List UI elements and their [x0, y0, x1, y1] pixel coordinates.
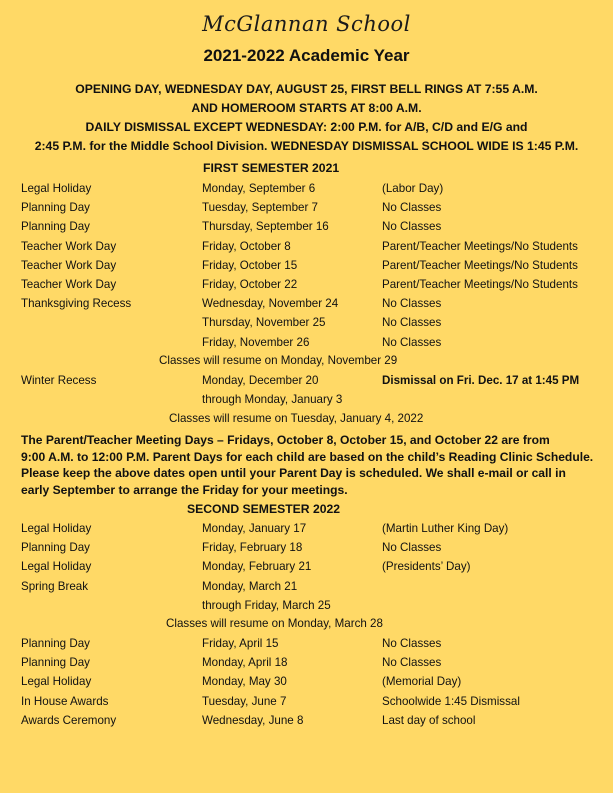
table-row	[0, 580, 613, 599]
resume-notice-march: Classes will resume on Monday, March 28	[166, 617, 383, 630]
academic-year-title: 2021-2022 Academic Year	[203, 46, 410, 65]
table-row	[0, 336, 613, 355]
date-cell: Monday, April 18	[202, 656, 288, 670]
intro-line: DAILY DISMISSAL EXCEPT WEDNESDAY: 2:00 P.M. for A/B, C/D and E/G and	[85, 120, 528, 134]
event-cell: Legal Holiday	[21, 522, 92, 535]
school-name: McGlannan School	[202, 12, 411, 36]
table-row	[0, 675, 613, 694]
note-cell: Parent/Teacher Meetings/No Students	[382, 258, 578, 272]
table-row	[0, 374, 613, 393]
date-cell: Monday, February 21	[202, 560, 312, 574]
note-cell: (Labor Day)	[382, 182, 444, 195]
note-cell: Dismissal on Fri. Dec. 17 at 1:45 PM	[382, 374, 580, 387]
note-cell: Parent/Teacher Meetings/No Students	[382, 239, 578, 253]
note-cell: No Classes	[382, 335, 442, 349]
date-cell: Tuesday, June 7	[202, 694, 287, 708]
event-cell: In House Awards	[21, 694, 109, 708]
table-row	[0, 560, 613, 579]
note-cell: No Classes	[382, 637, 442, 650]
date-cell: Friday, October 15	[202, 258, 298, 272]
event-cell: Teacher Work Day	[21, 278, 117, 291]
date-cell: through Monday, January 3	[202, 393, 343, 407]
resume-notice-november: Classes will resume on Monday, November 29	[159, 354, 398, 367]
note-cell: Parent/Teacher Meetings/No Students	[382, 278, 578, 291]
note-cell: No Classes	[382, 316, 442, 330]
table-row	[0, 656, 613, 675]
opening-day-info	[0, 80, 613, 156]
table-row	[0, 599, 613, 618]
event-cell: Thanksgiving Recess	[21, 297, 132, 311]
table-row	[0, 316, 613, 335]
intro-line: AND HOMEROOM STARTS AT 8:00 A.M.	[191, 101, 422, 115]
intro-line: 2:45 P.M. for the Middle School Division. WEDNESDAY DISMISSAL SCHOOL WIDE IS 1:45 P.M.	[34, 139, 579, 153]
parent-teacher-note	[21, 432, 613, 498]
table-row	[0, 182, 613, 201]
date-cell: Monday, December 20	[202, 374, 319, 387]
date-cell: Thursday, November 25	[202, 316, 326, 330]
date-cell: Tuesday, September 7	[202, 201, 318, 215]
note-line: early September to arrange the Friday for your meetings.	[21, 482, 348, 497]
event-cell: Planning Day	[21, 541, 90, 555]
event-cell: Legal Holiday	[21, 560, 92, 574]
note-cell: No Classes	[382, 220, 442, 234]
table-row	[0, 393, 613, 412]
table-row	[0, 220, 613, 239]
event-cell: Awards Ceremony	[21, 713, 117, 727]
event-cell: Planning Day	[21, 656, 90, 670]
note-cell: (Memorial Day)	[382, 675, 462, 689]
table-row	[0, 541, 613, 560]
note-cell: Schoolwide 1:45 Dismissal	[382, 694, 520, 708]
table-row	[0, 297, 613, 316]
event-cell: Planning Day	[21, 637, 90, 650]
date-cell: Wednesday, June 8	[202, 713, 304, 727]
note-line: Please keep the above dates open until your Parent Day is scheduled. We shall e-mail or call in	[21, 466, 566, 480]
date-cell: through Friday, March 25	[202, 598, 331, 612]
date-cell: Monday, September 6	[202, 182, 316, 195]
table-row	[0, 522, 613, 541]
table-row	[0, 240, 613, 259]
table-row	[0, 201, 613, 220]
note-cell: No Classes	[382, 297, 442, 311]
table-row	[0, 695, 613, 714]
intro-line: OPENING DAY, WEDNESDAY DAY, AUGUST 25, FIRST BELL RINGS AT 7:55 A.M.	[75, 82, 538, 96]
table-row	[0, 637, 613, 656]
event-cell: Planning Day	[21, 220, 90, 234]
note-cell: No Classes	[382, 541, 442, 555]
table-row	[0, 259, 613, 278]
note-line: 9:00 A.M. to 12:00 P.M. Parent Days for each child are based on the child’s Reading Clinic Schedule.	[21, 449, 594, 464]
date-cell: Monday, March 21	[202, 579, 298, 593]
date-cell: Wednesday, November 24	[202, 297, 339, 311]
table-row	[0, 714, 613, 733]
note-cell: No Classes	[382, 201, 442, 215]
table-row	[0, 278, 613, 297]
event-cell: Planning Day	[21, 201, 90, 215]
date-cell: Friday, November 26	[202, 335, 310, 349]
second-semester-title: SECOND SEMESTER 2022	[187, 502, 341, 516]
event-cell: Spring Break	[21, 579, 89, 593]
note-cell: No Classes	[382, 656, 442, 670]
date-cell: Friday, October 22	[202, 278, 298, 291]
first-semester-title: FIRST SEMESTER 2021	[203, 161, 340, 175]
resume-notice-january: Classes will resume on Tuesday, January 4, 2022	[169, 412, 424, 425]
date-cell: Monday, May 30	[202, 675, 287, 689]
note-cell: (Martin Luther King Day)	[382, 522, 509, 535]
note-cell: (Presidents’ Day)	[382, 560, 471, 574]
event-cell: Legal Holiday	[21, 182, 92, 195]
event-cell: Winter Recess	[21, 374, 97, 387]
date-cell: Thursday, September 16	[202, 220, 329, 234]
date-cell: Friday, February 18	[202, 541, 303, 555]
event-cell: Teacher Work Day	[21, 258, 117, 272]
note-line: The Parent/Teacher Meeting Days – Fridays, October 8, October 15, and October 22 are from	[21, 433, 550, 447]
note-cell: Last day of school	[382, 713, 476, 727]
event-cell: Legal Holiday	[21, 675, 92, 689]
event-cell: Teacher Work Day	[21, 239, 117, 253]
date-cell: Monday, January 17	[202, 522, 307, 535]
date-cell: Friday, October 8	[202, 239, 291, 253]
date-cell: Friday, April 15	[202, 637, 279, 650]
